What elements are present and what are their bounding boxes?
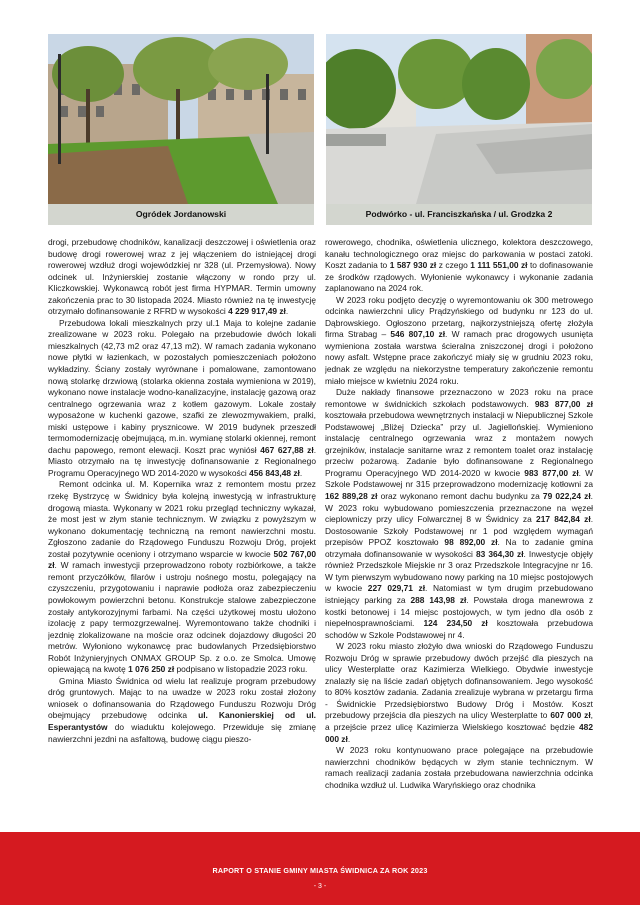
paragraph-school-renovations [325, 387, 593, 641]
text-run: . Natomiast w tym drugim przebudowano istniejący parking za [325, 583, 593, 605]
amount-highlight: 288 143,98 zł [410, 594, 467, 605]
amount-highlight: 482 000 zł [325, 721, 593, 744]
amount-highlight: 467 627,88 zł [260, 444, 314, 455]
page-number: - 3 - [313, 883, 327, 890]
amount-highlight: 456 843,48 zł [249, 467, 300, 478]
text-run: . [285, 306, 289, 317]
amount-highlight: 217 842,84 zł [536, 514, 591, 525]
text-run: W 2023 roku podjęto decyzję o wyremontowaniu ok 300 metrowego odcinka nawierzchni ulicy Prądzyńskiego od budynku nr 123 do ul. Dąbrowskiego. Ogłoszono przetarg, najkorzystniejszą ofertę złożyła firma Strabag – [325, 294, 593, 340]
amount-highlight: 983 877,00 zł [524, 467, 579, 478]
paragraph-pradzynskiego-street [325, 295, 593, 387]
text-run: Gmina Miasto Świdnica od wielu lat realizuje program przebudowy dróg gruntowych. Mając to na uwadze w 2023 roku został złożony wniosek o dofinansowania do Rządowego Funduszu Rozwoju Dróg obejmujący przebudowę odcinka [48, 675, 316, 721]
text-run: Remont odcinka ul. M. Kopernika wraz z remontem mostu przez rzekę Bystrzycę w Świdnicy była kolejną inwestycją w infrastrukturę drogową miasta. Wykonany w 2021 roku przegląd techniczny wykazał, że most jest w złym stanie technicznym. W związku z powyższym w wykonano dokumentację techniczną na remont nawierzchni mostu. Zgłoszono zadanie do Rządowego Funduszu Rozwoju Dróg, projekt został pozytywnie oceniony i otrzymano wsparcie w kwocie [48, 479, 316, 559]
amount-highlight: 502 767,00 zł [48, 548, 316, 571]
amount-highlight: 79 022,24 zł [542, 491, 591, 502]
text-run: . W Szkole Podstawowej nr 315 przeprowadzono modernizację kotłowni za [325, 467, 593, 490]
amount-highlight: ul. Kanonierskiej od ul. Esperantystów [48, 710, 316, 732]
amount-highlight: 1 076 250 zł [128, 664, 175, 675]
courtyard-photo-image [326, 34, 592, 204]
text-run: . W 2023 roku wybudowano pomieszczenia przeznaczone na węzeł cieplowniczy przy ulicy Folwarcznej 8 w Świdnicy za [325, 491, 593, 525]
text-run: drogi, przebudowę chodników, kanalizacji deszczowej i oświetlenia oraz budowę drogi rowerowej wraz z jej włączeniem do istniejącej drogi rowerowej wzdłuż drogi wojewódzkiej nr 328 (ul. Przemysłowa). Nowy odcinek ul. Inżynierskiej zostanie włączony w rondo przy ul. Kliczkowskiej. Wykonawcą robót jest firma HYPMAR. Termin umowny zakończenia prac to 30 listopada 2024. Miasto również na tę inwestycję otrzymało dofinansowanie z RFRD w wysokości [48, 237, 316, 317]
text-run: W 2023 roku kontynuowano prace polegające na przebudowie nawierzchni chodników będących w złym stanie technicznym. W ramach realizacji zadania została przebudowana nawierzchnia odcinka chodnika wzdłuż ul. Ludwika Waryńskiego oraz chodnika [325, 745, 593, 790]
text-run: , a przejście przez ulicę Kazimierza Wielskiego kosztować będzie [325, 710, 593, 732]
text-run: . W ramach inwestycji przeprowadzono roboty rozbiórkowe, a także remont przyczółków, filarów i ustroju nośnego mostu, polegający na czyszczeniu, przygotowaniu i naprawie podłoża oraz zabezpieczeniu powłokowym powierzchni betonu. Konstrukcje stalowe zabezpieczone zostały antykorozyjnymi farbami. Na części użytkowej mostu ułożono izolację z papy termozgrzewalnej. Wyremontowano także chodniki i jezdnię zlokalizowane na moście oraz odcinek dojazdowy długości 20 metrów. Wyłoniono wykonawcę prac budowlanych Przedsiębiorstwo Robót Inżynieryjnych ONMAX GROUP Sp. z o.o. ze Smolca. Umowę opiewającą na kwotę [48, 560, 316, 675]
text-run: do wiaduktu kolejowego. Przewiduje się zmianę nawierzchni jezdni na asfaltową, budowę ciągu pieszo- [48, 721, 316, 744]
amount-highlight: 227 029,71 zł [367, 583, 426, 594]
paragraph-maja-apartments [48, 318, 316, 480]
footer-report-title: RAPORT O STANIE GMINY MIASTA ŚWIDNICA ZA ROK 2023 [212, 866, 428, 875]
amount-highlight: 607 000 zł [550, 710, 591, 721]
paragraph-inzynierska-road [48, 237, 316, 318]
amount-highlight: 1 587 930 zł [389, 260, 437, 271]
text-run: oraz wykonano remont dachu budynku za [377, 491, 543, 502]
amount-highlight: 4 229 917,49 zł [228, 306, 286, 317]
text-run: z czego [436, 260, 471, 271]
text-run: . Na to zadanie gmina otrzymała dofinansowanie w wysokości [325, 537, 593, 559]
amount-highlight: 98 892,00 zł [444, 537, 498, 548]
text-run: Przebudowa lokali mieszkalnych przy ul.1 Maja to kolejne zadanie zrealizowane w 2023 roku. Polegało na przebudowie dwóch lokali mieszkalnych (42,73 m2 oraz 47,13 m2). W ramach zadania wykonano nowe płytki w łazienkach, w pozostałych pomieszczeniach położono wykładziny. Ściany zostały wyrównane i pomalowane, zamontowano nową stolarkę drzwiową (stolarka okienna została wymieniona w 2019), wykonano nowe instalacje wodno-kanalizacyjne, instalację gazową oraz centralnego ogrzewania wraz z kotłem gazowym. Lokale zostały wyposażone w kuchenki gazowe, szafki ze zlewozmywakiem, pralki, miski ustępowe i kabiny prysznicowe. W 2019 budynek przeszedł termomodernizację obejmującą, m.in. wymianę stolarki okiennej, remont dachu papowego, remont elewacji. Koszt prac wyniósł [48, 317, 316, 455]
amount-highlight: 983 877,00 zł [534, 398, 593, 409]
text-run: . Powstała droga manewrowa z kostki betonowej i 14 miejsc postojowych, w tym jedno dla osób z niepełnosprawnościami. [325, 594, 593, 629]
paragraph-kanonierska-continued [325, 237, 593, 295]
paragraph-sidewalks [325, 745, 593, 791]
footer-bar [0, 832, 640, 905]
text-column-left [48, 237, 316, 825]
paragraph-kanonierska-road [48, 676, 316, 745]
garden-photo-image [48, 34, 314, 204]
amount-highlight: 83 364,30 zł [475, 548, 524, 559]
text-run: Duże nakłady finansowe przeznaczono w 2023 roku na prace remontowe w świdnickich szkołach podstawowych. [325, 387, 593, 409]
photo-courtyard [326, 34, 592, 204]
photo-garden [48, 34, 314, 204]
amount-highlight: 1 111 551,00 zł [470, 260, 528, 271]
text-run: rowerowego, chodnika, oświetlenia ulicznego, kolektora deszczowego, kanału technologicznego oraz miejsc do parkowania w postaci zatoki. Koszt zadania to [325, 237, 593, 271]
amount-highlight: 124 234,50 zł [423, 618, 488, 629]
text-run: to dofinasowanie ze środków rządowych. Wyłonienie wykonawcy i wykonanie zadania zaplanowano na 2024 rok. [325, 260, 593, 294]
text-run: podpisano w listopadzie 2023 roku. [174, 664, 308, 675]
text-column-right [325, 237, 593, 825]
text-run: . [299, 467, 303, 478]
text-run: W 2023 roku miasto złożyło dwa wnioski do Rządowego Funduszu Rozwoju Dróg w sprawie przebudowy dwóch przejść dla pieszych na ulicy Westerplatte oraz Kazimierza Wielkiego. Obydwie inwestycje znalazły się na liście zadań objętych dofinansowaniem. Jego wysokość to 80% kosztów zadania. Zadania zrealizuje wybrana w przetargu firma - Świdnickie Przedsiębiorstwo Budowy Dróg i Mostów. Koszt przebudowy przejścia dla pieszych na ulicy Westerplatte to [325, 641, 593, 721]
text-run: . [347, 733, 351, 744]
amount-highlight: 546 807,10 zł [390, 329, 446, 340]
text-run: . Inwestycje objęły również Przedszkole Miejskie nr 3 oraz Przedszkole Integracyjne nr 16. W tym pierwszym wybudowano nowy parking na 10 miejsc postojowych w kwocie [325, 548, 593, 594]
text-run: kosztowała przebudowa wewnętrznych instalacji w Niepublicznej Szkole Podstawowej „Bliżej Dziecka” przy ul. Jagiellońskiej. Wymieniono instalację centralnego ogrzewania wraz z montażem nowych grzejników, instalacje sanitarne wraz z remontem toalet oraz instalację przeciw pożarową. Zadanie było dofinansowane z Regionalnego Programu Operacyjnego WD 2014-2020 w kwocie [325, 410, 593, 478]
amount-highlight: 162 889,28 zł [325, 491, 378, 502]
caption-garden: Ogródek Jordanowski [48, 204, 314, 225]
paragraph-kopernika-bridge [48, 479, 316, 675]
paragraph-pedestrian-crossings [325, 641, 593, 745]
text-run: kosztowała przebudowa schodów w Szkole Podstawowej nr 4. [325, 618, 593, 640]
caption-courtyard: Podwórko - ul. Franciszkańska / ul. Grodzka 2 [326, 204, 592, 225]
text-run: . W ramach prac drogowych usunięta wymieniona została warstwa ścieralna zniszczonej drogi i położono nowy asfalt. Wstępne prace zakończyć miały się w grudniu 2023 roku, jednak ze względu na niekorzystne temperatury zakończenie remontu miało miejsce w kwietniu 2024 roku. [325, 329, 593, 386]
text-run: . Dostosowanie Szkoły Podstawowej nr 1 pod względem wymagań przepisów PPOŻ kosztowało [325, 514, 593, 548]
text-run: . Miasto otrzymało na tę inwestycję dofinansowanie z Regionalnego Programu Operacyjnego WD 2014-2020 w wysokości [48, 444, 316, 478]
